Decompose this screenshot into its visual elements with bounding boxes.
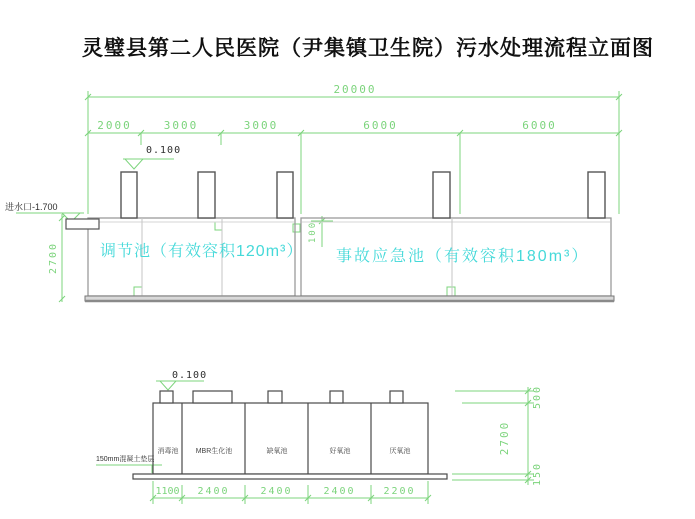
upper-depth-dim-label: 2700 <box>48 241 59 275</box>
lower-elevation-label: 0.100 <box>172 370 208 381</box>
compartment-label-2: MBR生化池 <box>195 448 233 455</box>
drawing-title: 灵璧县第二人民医院（尹集镇卫生院）污水处理流程立面图 <box>82 36 654 60</box>
tank2-label: 事故应急池（有效容积180m³） <box>336 248 590 265</box>
upper-elevation-label: 0.100 <box>146 145 182 156</box>
compartment-label-1: 消毒池 <box>157 448 179 455</box>
compartment-label-3: 缺氧池 <box>266 448 288 455</box>
bottom-dim-2400c: 2400 <box>323 486 356 497</box>
segment-dim-6000b: 6000 <box>522 119 557 132</box>
bottom-dim-1100: 1100 <box>155 486 180 497</box>
compartment-label-5: 厌氧池 <box>389 448 411 455</box>
right-dim-2700: 2700 <box>498 420 511 456</box>
segment-dim-3000b: 3000 <box>243 119 279 132</box>
bottom-dim-2400b: 2400 <box>260 486 293 497</box>
upper-vent-posts <box>121 172 605 218</box>
tank1-label: 调节池（有效容积120m³） <box>100 243 304 260</box>
segment-dim-3000a: 3000 <box>163 119 199 132</box>
upper-elevation-marker-icon <box>123 159 174 169</box>
bottom-dim-2400a: 2400 <box>197 486 230 497</box>
lower-tank-outline <box>153 403 428 474</box>
compartment-label-4: 好氧池 <box>329 448 351 455</box>
segment-dim-2000: 2000 <box>97 119 132 132</box>
right-dim-150: 150 <box>532 461 543 487</box>
upper-base-slab <box>85 296 614 301</box>
right-dim-500: 500 <box>532 384 543 410</box>
lower-vent-posts <box>160 391 403 403</box>
total-dimension-label: 20000 <box>333 83 377 96</box>
lower-elevation-marker-icon <box>156 381 204 390</box>
lower-base-slab <box>133 474 447 479</box>
segment-dim-6000a: 6000 <box>363 119 398 132</box>
lower-right-dimensions <box>452 387 534 485</box>
base-label-leader <box>96 465 162 473</box>
freeboard-dim-label: 100 <box>308 220 318 244</box>
inlet-elevation-label: 进水口-1.700 <box>5 202 58 212</box>
base-slab-label: 150mm混凝土垫层 <box>96 456 155 463</box>
bottom-dim-2200: 2200 <box>383 486 416 497</box>
inlet-pipe <box>66 219 99 229</box>
